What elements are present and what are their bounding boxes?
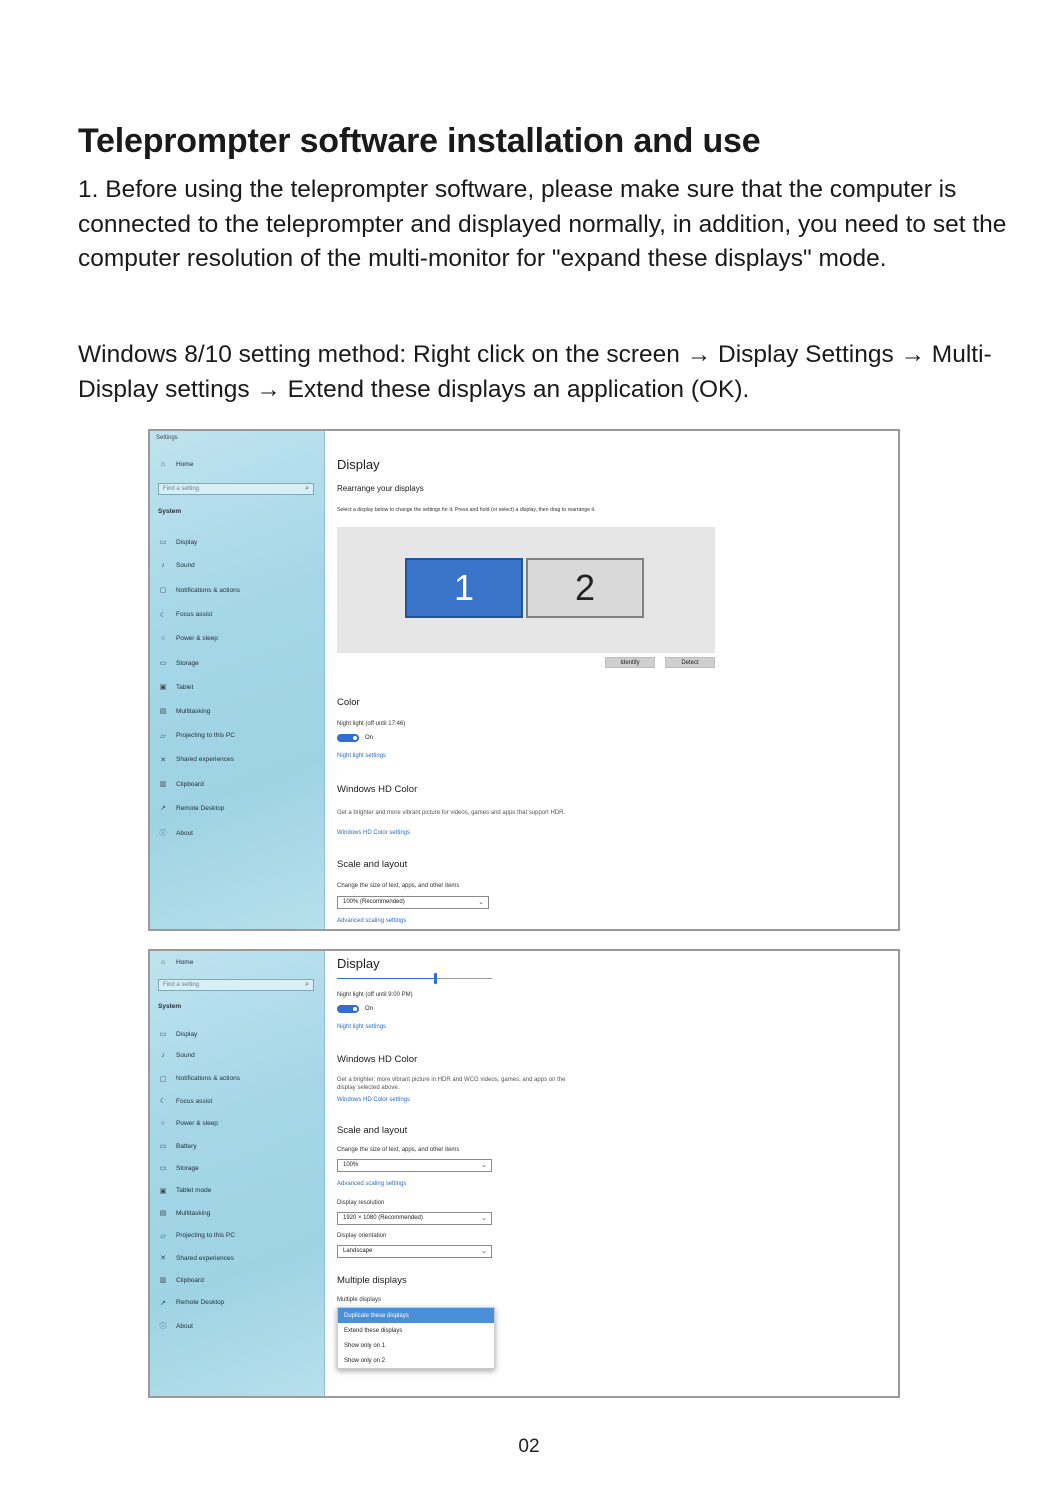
menu-option-duplicate[interactable]: Duplicate these displays [338,1308,494,1323]
toggle-state-label: On [365,735,374,741]
sidebar-item-clipboard[interactable] [158,1276,204,1284]
notifications-icon: ▢ [159,587,167,595]
menu-option-extend[interactable]: Extend these displays [344,1327,403,1334]
sound-icon: ♪ [161,562,165,570]
settings-sidebar [150,951,325,1396]
slider-thumb[interactable] [434,973,437,984]
hdr-section-title: Windows HD Color [337,1054,418,1065]
sidebar-item-shared-experiences[interactable] [158,1254,234,1262]
sidebar-item-clipboard[interactable] [158,780,204,788]
sidebar-section-title: System [158,1003,182,1010]
sidebar-section-title: System [158,508,182,515]
window-title: Settings [156,435,178,441]
multiple-displays-title: Multiple displays [337,1275,407,1286]
identify-button[interactable]: Identify [605,657,655,668]
instruction-paragraph-1: 1. Before using the teleprompter software, please make sure that the computer is connected to the teleprompter and displayed normally, in addition, you need to set the computer resolution of the multi-monitor for "expand these displays" mode. [78,176,1007,273]
multitasking-icon: ▤ [159,708,167,716]
resolution-value: 1920 × 1080 (Recommended) [343,1215,423,1221]
multiple-displays-menu[interactable] [337,1307,495,1369]
sound-icon: ♪ [161,1052,165,1060]
sidebar-item-label: Clipboard [176,780,204,788]
home-icon: ⌂ [160,461,166,468]
sidebar-item-label: Storage [176,1164,199,1172]
sidebar-item-battery[interactable] [158,1142,197,1150]
sidebar-item-label: Projecting to this PC [176,1232,235,1240]
sidebar-item-focus-assist[interactable] [158,611,212,619]
sidebar-item-label: Projecting to this PC [176,732,235,740]
chevron-down-icon: ⌄ [478,899,484,906]
menu-option-show-only-1[interactable]: Show only on 1 [344,1342,386,1349]
power-icon: ○ [160,1119,166,1127]
settings-main-panel [325,431,898,929]
scale-dropdown[interactable] [337,896,489,909]
hdr-section-title: Windows HD Color [337,784,418,795]
brightness-slider[interactable] [337,978,492,979]
projecting-icon: ▱ [160,732,166,740]
display-settings-screenshot-2 [148,949,900,1398]
sidebar-item-about[interactable] [158,1321,193,1331]
projecting-icon: ▱ [160,1232,166,1240]
night-light-settings-link[interactable]: Night light settings [337,753,387,759]
storage-icon: ▭ [159,1165,167,1173]
settings-main-panel [325,951,898,1396]
detect-button[interactable]: Detect [665,657,715,668]
sidebar-item-multitasking[interactable] [158,1209,210,1217]
scale-section-title: Scale and layout [337,1125,408,1136]
home-icon: ⌂ [160,959,166,966]
chevron-down-icon: ⌄ [481,1248,487,1255]
sidebar-item-storage[interactable] [158,659,199,667]
focus-assist-icon: ☾ [159,1098,167,1106]
monitor-2[interactable]: 2 [526,558,644,618]
sidebar-item-label: Tablet mode [176,1187,212,1195]
sidebar-item-label: Storage [176,659,199,667]
sidebar-item-label: Power & sleep [176,1119,218,1127]
remote-desktop-icon: ↗ [160,1299,166,1307]
search-input[interactable] [158,483,314,495]
page-title: Display [337,956,380,971]
sidebar-item-sound[interactable] [158,562,195,569]
rearrange-title: Rearrange your displays [337,484,424,493]
menu-option-show-only-2[interactable]: Show only on 2 [344,1357,386,1364]
sidebar-item-label: Shared experiences [176,756,234,764]
shared-experiences-icon: ✕ [160,1255,166,1262]
display-icon: ▭ [159,539,167,546]
sidebar-item-label: Tablet [176,683,194,691]
night-light-toggle[interactable] [337,734,359,742]
sidebar-item-about[interactable] [158,828,193,838]
chevron-down-icon: ⌄ [481,1162,487,1169]
about-icon: ⓘ [159,830,167,838]
power-icon: ○ [160,634,166,642]
sidebar-item-display[interactable] [158,1030,197,1038]
advanced-scaling-link[interactable]: Advanced scaling settings [337,918,407,924]
night-light-toggle[interactable] [337,1005,359,1013]
slider-fill [337,978,435,979]
sidebar-item-label: Shared experiences [176,1254,234,1262]
sidebar-item-home[interactable] [158,959,193,966]
hdr-settings-link[interactable]: Windows HD Color settings [337,830,411,836]
orientation-dropdown[interactable] [337,1245,492,1258]
night-light-label: Night light (off until 9:00 PM) [337,992,413,998]
clipboard-icon: ▥ [159,1277,167,1285]
search-placeholder: Find a setting [163,982,200,988]
scale-value: 100% [343,1162,359,1168]
sidebar-item-label: Home [176,461,194,468]
sidebar-item-label: About [176,829,193,837]
search-icon: ⌕ [305,485,309,492]
sidebar-item-shared-experiences[interactable] [158,756,234,764]
multitasking-icon: ▤ [159,1210,167,1218]
sidebar-item-label: Remote Desktop [176,1299,225,1307]
sidebar-item-label: Sound [176,562,195,570]
document-title: Teleprompter software installation and use [78,122,761,160]
sidebar-item-projecting-to-this-pc[interactable] [158,732,235,740]
search-icon: ⌕ [305,981,309,988]
sidebar-item-remote-desktop[interactable] [158,1299,224,1307]
sidebar-item-label: Display [176,1030,198,1038]
sidebar-item-focus-assist[interactable] [158,1097,212,1105]
sidebar-item-label: Focus assist [176,611,213,619]
sidebar-item-notifications-actions[interactable] [158,586,240,594]
notifications-icon: ▢ [159,1075,167,1083]
sidebar-item-label: Power & sleep [176,634,218,642]
tablet-icon: ▣ [159,684,167,692]
shared-experiences-icon: ✕ [160,756,166,764]
sidebar-item-tablet[interactable] [158,683,193,691]
scale-value: 100% (Recommended) [343,899,405,905]
chevron-down-icon: ⌄ [481,1215,487,1222]
hdr-description: Get a brighter and more vibrant picture for videos, games and apps that support HDR. [337,810,566,816]
hdr-settings-link[interactable]: Windows HD Color settings [337,1097,411,1103]
display-arrangement-area[interactable] [337,527,715,653]
sidebar-item-label: Notifications & actions [176,586,240,594]
focus-assist-icon: ☾ [159,611,167,619]
sidebar-item-storage[interactable] [158,1164,199,1172]
monitor-1[interactable]: 1 [405,558,523,618]
sidebar-item-label: Multitasking [176,1209,211,1217]
sidebar-item-label: Multitasking [176,707,211,715]
scale-label: Change the size of text, apps, and other items [337,883,460,889]
scale-section-title: Scale and layout [337,859,408,870]
tablet-mode-icon: ▣ [159,1187,167,1195]
clipboard-icon: ▥ [159,781,167,788]
advanced-scaling-link[interactable]: Advanced scaling settings [337,1181,407,1187]
scale-label: Change the size of text, apps, and other items [337,1147,460,1153]
battery-icon: ▭ [159,1143,167,1150]
sidebar-item-label: Remote Desktop [176,804,225,812]
sidebar-item-display[interactable] [158,538,197,546]
rearrange-description: Select a display below to change the settings for it. Press and hold (or select) a display, then drag to rearrange it. [337,507,596,513]
sidebar-item-label: Battery [176,1142,197,1150]
search-input[interactable] [158,979,314,991]
about-icon: ⓘ [159,1323,167,1331]
sidebar-item-label: Home [176,959,194,966]
sidebar-item-power-sleep[interactable] [158,1120,218,1127]
sidebar-item-label: Display [176,538,198,546]
multiple-displays-label: Multiple displays [337,1297,382,1303]
orientation-value: Landscape [343,1248,373,1254]
hdr-description: Get a brighter, more vibrant picture in HDR and WCG videos, games, and apps on the display selected above. [337,1077,566,1091]
sidebar-item-label: About [176,1322,193,1330]
scale-dropdown[interactable] [337,1159,492,1172]
sidebar-item-remote-desktop[interactable] [158,804,224,812]
sidebar-item-projecting-to-this-pc[interactable] [158,1232,235,1240]
page-title: Display [337,457,380,472]
sidebar-item-label: Focus assist [176,1097,213,1105]
search-placeholder: Find a setting [163,486,200,492]
resolution-label: Display resolution [337,1200,385,1206]
sidebar-item-label: Clipboard [176,1276,204,1284]
sidebar-item-home[interactable] [158,461,193,468]
settings-sidebar [150,431,325,929]
remote-desktop-icon: ↗ [160,805,166,813]
toggle-state-label: On [365,1006,374,1012]
night-light-settings-link[interactable]: Night light settings [337,1024,387,1030]
resolution-dropdown[interactable] [337,1212,492,1225]
sidebar-item-sound[interactable] [158,1052,195,1059]
sidebar-item-power-sleep[interactable] [158,635,218,642]
sidebar-item-tablet-mode[interactable] [158,1187,211,1195]
night-light-label: Night light (off until 17:46) [337,721,406,727]
display-icon: ▭ [159,1031,167,1038]
sidebar-item-multitasking[interactable] [158,707,210,715]
display-settings-screenshot-1 [148,429,900,931]
color-section-title: Color [337,697,360,708]
orientation-label: Display orientation [337,1233,387,1239]
page-number: 02 [518,1436,540,1457]
sidebar-item-label: Notifications & actions [176,1075,240,1083]
sidebar-item-notifications-actions[interactable] [158,1075,240,1083]
storage-icon: ▭ [159,660,167,667]
instruction-paragraph-2: Windows 8/10 setting method: Right click on the screen → Display Settings → Multi-Display settings → Extend these displays an application (OK). [78,341,992,403]
sidebar-item-label: Sound [176,1052,195,1060]
